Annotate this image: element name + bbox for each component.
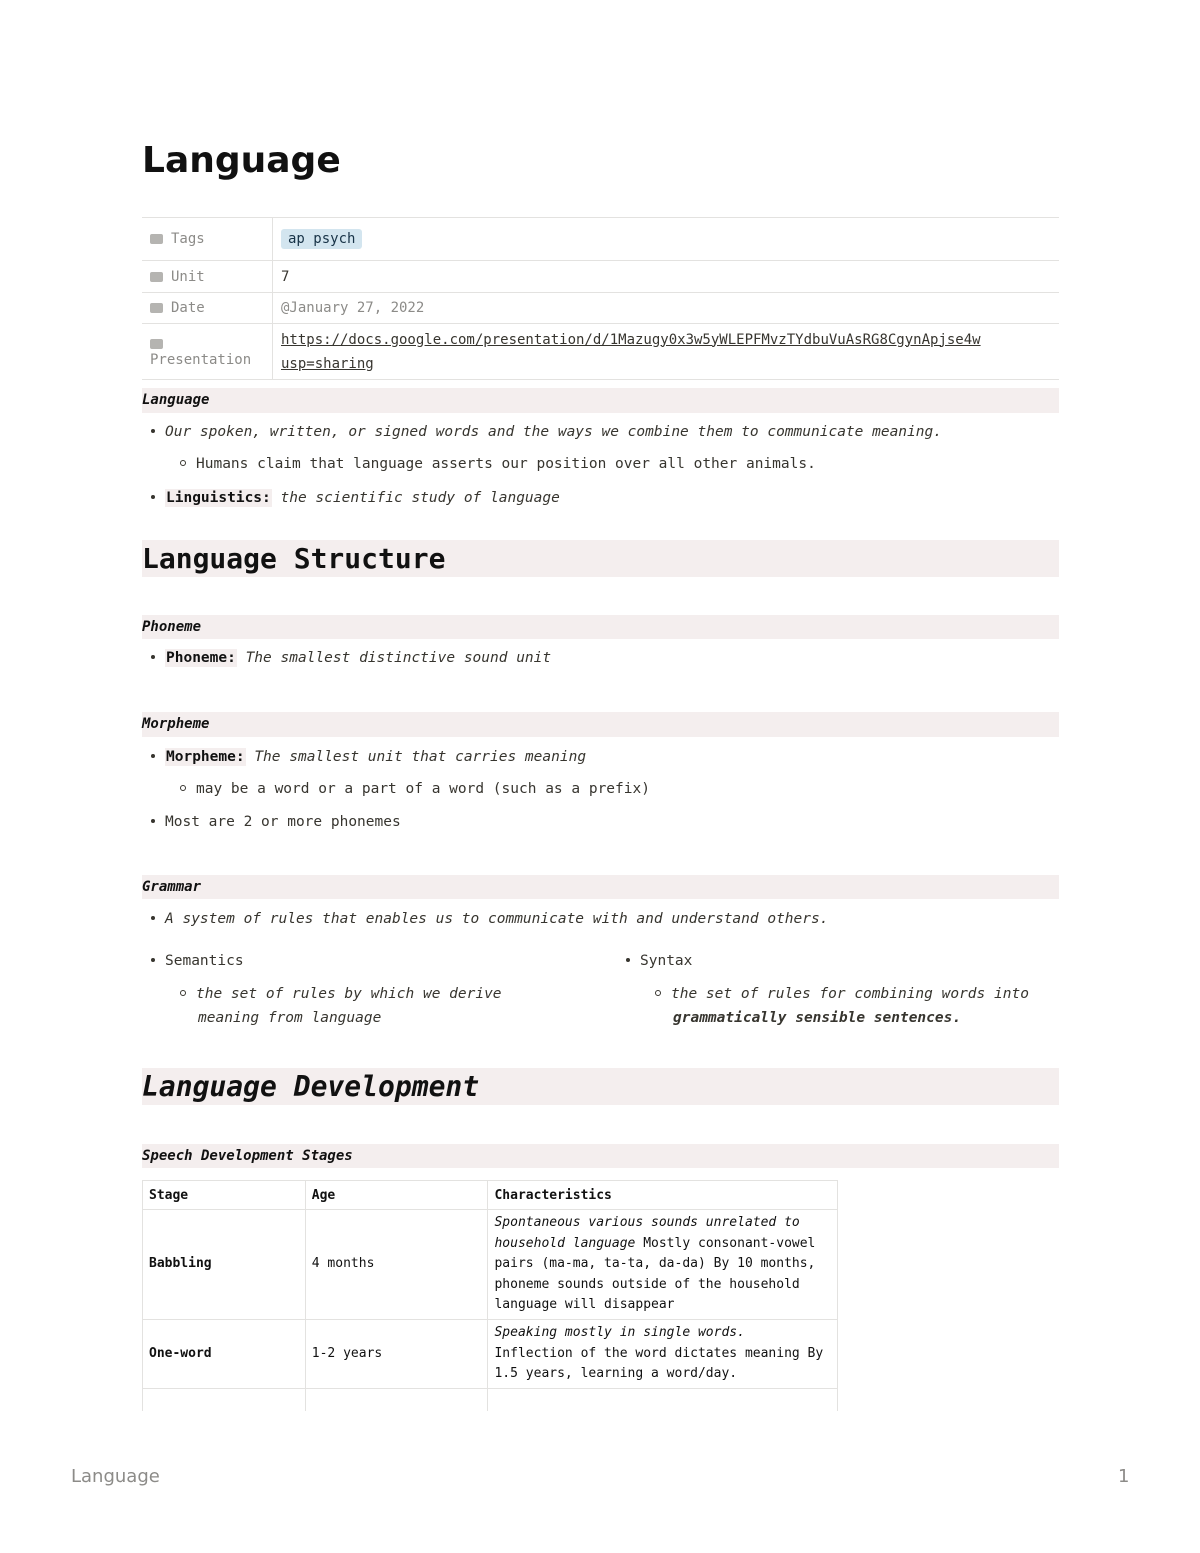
heading-phoneme: Phoneme: [142, 615, 1059, 639]
circle-bullet-icon: [655, 990, 661, 996]
table-cell: One-word: [143, 1320, 306, 1389]
link-icon: [150, 339, 163, 349]
bullet-icon: [626, 958, 630, 962]
property-key-date: Date: [142, 293, 273, 324]
bullet-icon: [151, 754, 155, 758]
list-item-semantics: Semantics: [151, 953, 244, 969]
speech-stages-table: [142, 1180, 838, 1411]
list-item: Morpheme: The smallest unit that carries meaning: [151, 749, 586, 765]
bullet-icon: [151, 429, 155, 433]
table-cell: [305, 1389, 488, 1411]
list-item: Linguistics: the scientific study of language: [151, 490, 560, 506]
properties-table: [142, 217, 1059, 380]
list-item: may be a word or a part of a word (such as a prefix): [180, 781, 650, 797]
property-row-unit: [142, 261, 1059, 293]
circle-bullet-icon: [180, 460, 186, 466]
tag-badge[interactable]: ap psych: [281, 229, 362, 249]
heading-language-development: Language Development: [142, 1068, 1059, 1105]
circle-bullet-icon: [180, 785, 186, 791]
table-row: [143, 1210, 838, 1320]
bullet-icon: [151, 495, 155, 499]
term-phoneme: Phoneme:: [166, 650, 236, 666]
presentation-link-cont[interactable]: usp=sharing: [281, 355, 374, 372]
select-icon: [150, 272, 163, 282]
table-row: [143, 1389, 838, 1411]
column-header: Characteristics: [488, 1181, 838, 1210]
list-item-cont: meaning from language: [198, 1010, 382, 1026]
column-header: Stage: [143, 1181, 306, 1210]
property-value-date: @January 27, 2022: [273, 293, 1060, 324]
footer-page-number: 1: [1118, 1466, 1130, 1487]
list-item: A system of rules that enables us to communicate with and understand others.: [151, 911, 828, 927]
property-value-presentation: [273, 324, 1060, 380]
table-cell: Spontaneous various sounds unrelated to household language Mostly consonant-vowel pairs (ma-ma, ta-ta, da-da) By 10 months, phoneme sounds outside of the household language will disappear: [488, 1210, 838, 1320]
property-key-tags: Tags: [142, 218, 273, 261]
list-item: Most are 2 or more phonemes: [151, 814, 401, 830]
footer-title: Language: [71, 1466, 160, 1487]
table-cell: Babbling: [143, 1210, 306, 1320]
property-row-tags: [142, 218, 1059, 261]
table-cell: [143, 1389, 306, 1411]
term-morpheme: Morpheme:: [166, 749, 245, 765]
bullet-icon: [151, 958, 155, 962]
heading-language: Language: [142, 388, 1059, 413]
table-header-row: [143, 1181, 838, 1210]
list-item-cont: grammatically sensible sentences.: [673, 1010, 962, 1026]
list-item: the set of rules by which we derive: [180, 986, 502, 1002]
property-row-presentation: [142, 324, 1059, 380]
presentation-link[interactable]: https://docs.google.com/presentation/d/1Mazugy0x3w5yWLEPFMvzTYdbuVuAsRG8CgynApjse4w: [281, 331, 981, 348]
table-cell: [488, 1389, 838, 1411]
property-value-unit: 7: [273, 261, 1060, 293]
heading-language-structure: Language Structure: [142, 540, 1059, 577]
list-item-syntax: Syntax: [626, 953, 692, 969]
table-cell: 4 months: [305, 1210, 488, 1320]
list-icon: [150, 234, 163, 244]
term-linguistics: Linguistics:: [166, 490, 271, 506]
property-key-unit: Unit: [142, 261, 273, 293]
column-header: Age: [305, 1181, 488, 1210]
property-key-presentation: Presentation: [142, 324, 273, 380]
bullet-icon: [151, 916, 155, 920]
page-title: Language: [142, 140, 341, 181]
list-item: Our spoken, written, or signed words and the ways we combine them to communicate meaning.: [151, 424, 942, 440]
table-cell: 1-2 years: [305, 1320, 488, 1389]
heading-speech-stages: Speech Development Stages: [142, 1144, 1059, 1168]
bullet-icon: [151, 819, 155, 823]
table-row: [143, 1320, 838, 1389]
list-item: the set of rules for combining words into: [655, 986, 1029, 1002]
heading-morpheme: Morpheme: [142, 712, 1059, 737]
table-cell: Speaking mostly in single words. Inflection of the word dictates meaning By 1.5 years, learning a word/day.: [488, 1320, 838, 1389]
circle-bullet-icon: [180, 990, 186, 996]
calendar-icon: [150, 303, 163, 313]
heading-grammar: Grammar: [142, 875, 1059, 899]
bullet-icon: [151, 655, 155, 659]
list-item: Phoneme: The smallest distinctive sound unit: [151, 650, 551, 666]
property-row-date: [142, 293, 1059, 324]
property-value-tags: [273, 218, 1060, 261]
list-item: Humans claim that language asserts our position over all other animals.: [180, 456, 816, 472]
